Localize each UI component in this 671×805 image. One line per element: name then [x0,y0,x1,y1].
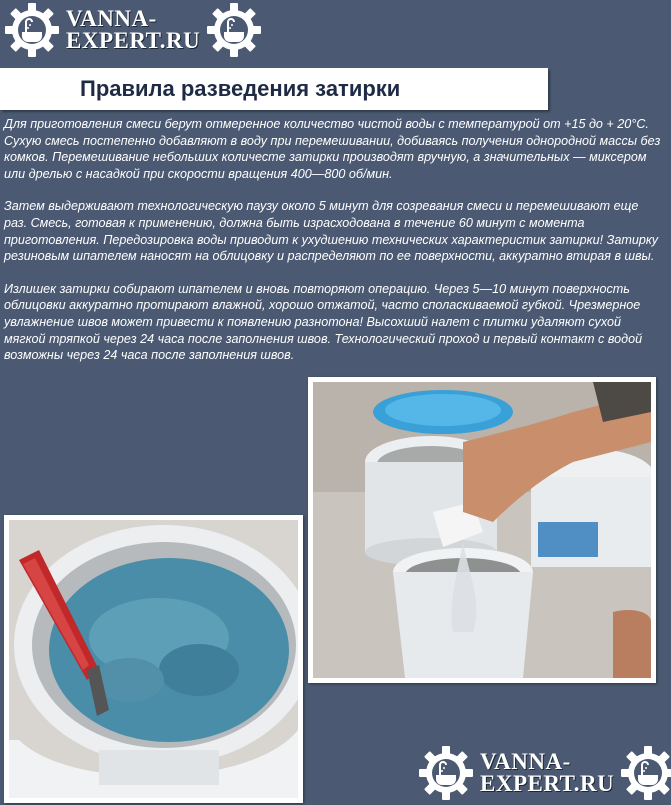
logo-line-2: EXPERT.RU [480,771,615,796]
paragraph-1: Для приготовления смеси берут отмеренное количество чистой воды с температурой от +15 до + 20°C. Сухую смесь постепенно добавляют в воду при перемешивании, добиваясь получения однородной массы без комков. Перемешивание небольших количесте затирки производят вручную, а значительных — миксером или дрелью с насадкой при скорости вращения 400—800 об/мин. [4,117,661,181]
article-body [4,116,664,380]
page-title: Правила разведения затирки [80,76,401,101]
photo-blue-grout-bucket [4,515,303,803]
photo-mixing-grout [308,377,656,683]
title-banner [0,68,548,110]
logo-text [66,8,200,52]
logo-line-2: EXPERT.RU [66,28,201,53]
gear-icon [418,745,474,801]
gear-icon [4,2,60,58]
logo-line-1: VANNA- [66,6,157,31]
gear-icon [206,2,262,58]
site-logo-footer[interactable] [418,745,671,801]
logo-text [480,751,614,795]
paragraph-2: Затем выдерживают технологическую паузу около 5 минут для созревания смеси и перемешивают еще раз. Смесь, готовая к применению, должна быть израсходована в течение 60 минут с момента приготовления. Передозировка воды приводит к ухудшению технических характеристик затирки! Затирку резиновым шпателем наносят на облицовку и распределяют по ее поверхности, аккуратно втирая в швы. [4,199,659,264]
site-logo[interactable] [4,2,262,58]
gear-icon [620,745,671,801]
logo-line-1: VANNA- [480,749,571,774]
paragraph-3: Излишек затирки собирают шпателем и вновь повторяют операцию. Через 5—10 минут поверхность облицовки аккуратно протирают влажной, хорошо отжатой, часто споласкиваемой губкой. Чрезмерное увлажнение швов может привести к появлению разнотона! Высохший налет с плитки удаляют сухой мягкой тряпкой через 24 часа после заполнения швов. Технологический проход и первый контакт с водой возможны через 24 часа после заполнения швов. [4,281,643,363]
